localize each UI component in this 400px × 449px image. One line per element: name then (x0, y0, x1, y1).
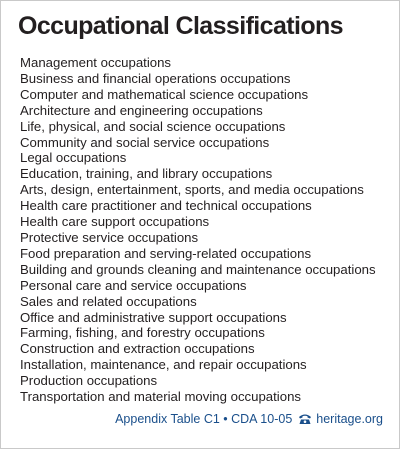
list-item: Food preparation and serving-related occupations (20, 245, 312, 261)
list-item: Management occupations (20, 55, 172, 70)
list-item: Transportation and material moving occupations (20, 389, 301, 405)
page-title: Occupational Classifications (18, 12, 343, 40)
list-item: Production occupations (20, 373, 158, 389)
list-item: Business and financial operations occupations (20, 70, 291, 86)
list-item: Community and social service occupations (20, 134, 270, 150)
list-item: Computer and mathematical science occupations (20, 86, 309, 102)
list-item: Health care support occupations (20, 214, 210, 230)
list-item: Building and grounds cleaning and maintenance occupations (20, 261, 376, 277)
list-item: Office and administrative support occupations (20, 309, 287, 325)
heritage-bell-icon (298, 413, 312, 425)
occupation-list (20, 55, 376, 405)
site-link[interactable]: heritage.org (316, 412, 383, 426)
list-item: Installation, maintenance, and repair occupations (20, 357, 307, 373)
list-item: Legal occupations (20, 150, 127, 166)
list-item: Education, training, and library occupations (20, 166, 273, 182)
list-item: Construction and extraction occupations (20, 341, 255, 357)
list-item: Personal care and service occupations (20, 277, 247, 293)
list-item: Health care practitioner and technical occupations (20, 198, 312, 214)
list-item: Life, physical, and social science occupations (20, 118, 286, 134)
source-footer (115, 412, 383, 426)
list-item: Farming, fishing, and forestry occupations (20, 325, 265, 341)
list-item: Sales and related occupations (20, 293, 197, 309)
list-item: Arts, design, entertainment, sports, and media occupations (20, 182, 364, 198)
source-citation: Appendix Table C1 • CDA 10-05 (115, 412, 293, 426)
list-item: Protective service occupations (20, 229, 199, 245)
list-item: Architecture and engineering occupations (20, 102, 263, 118)
